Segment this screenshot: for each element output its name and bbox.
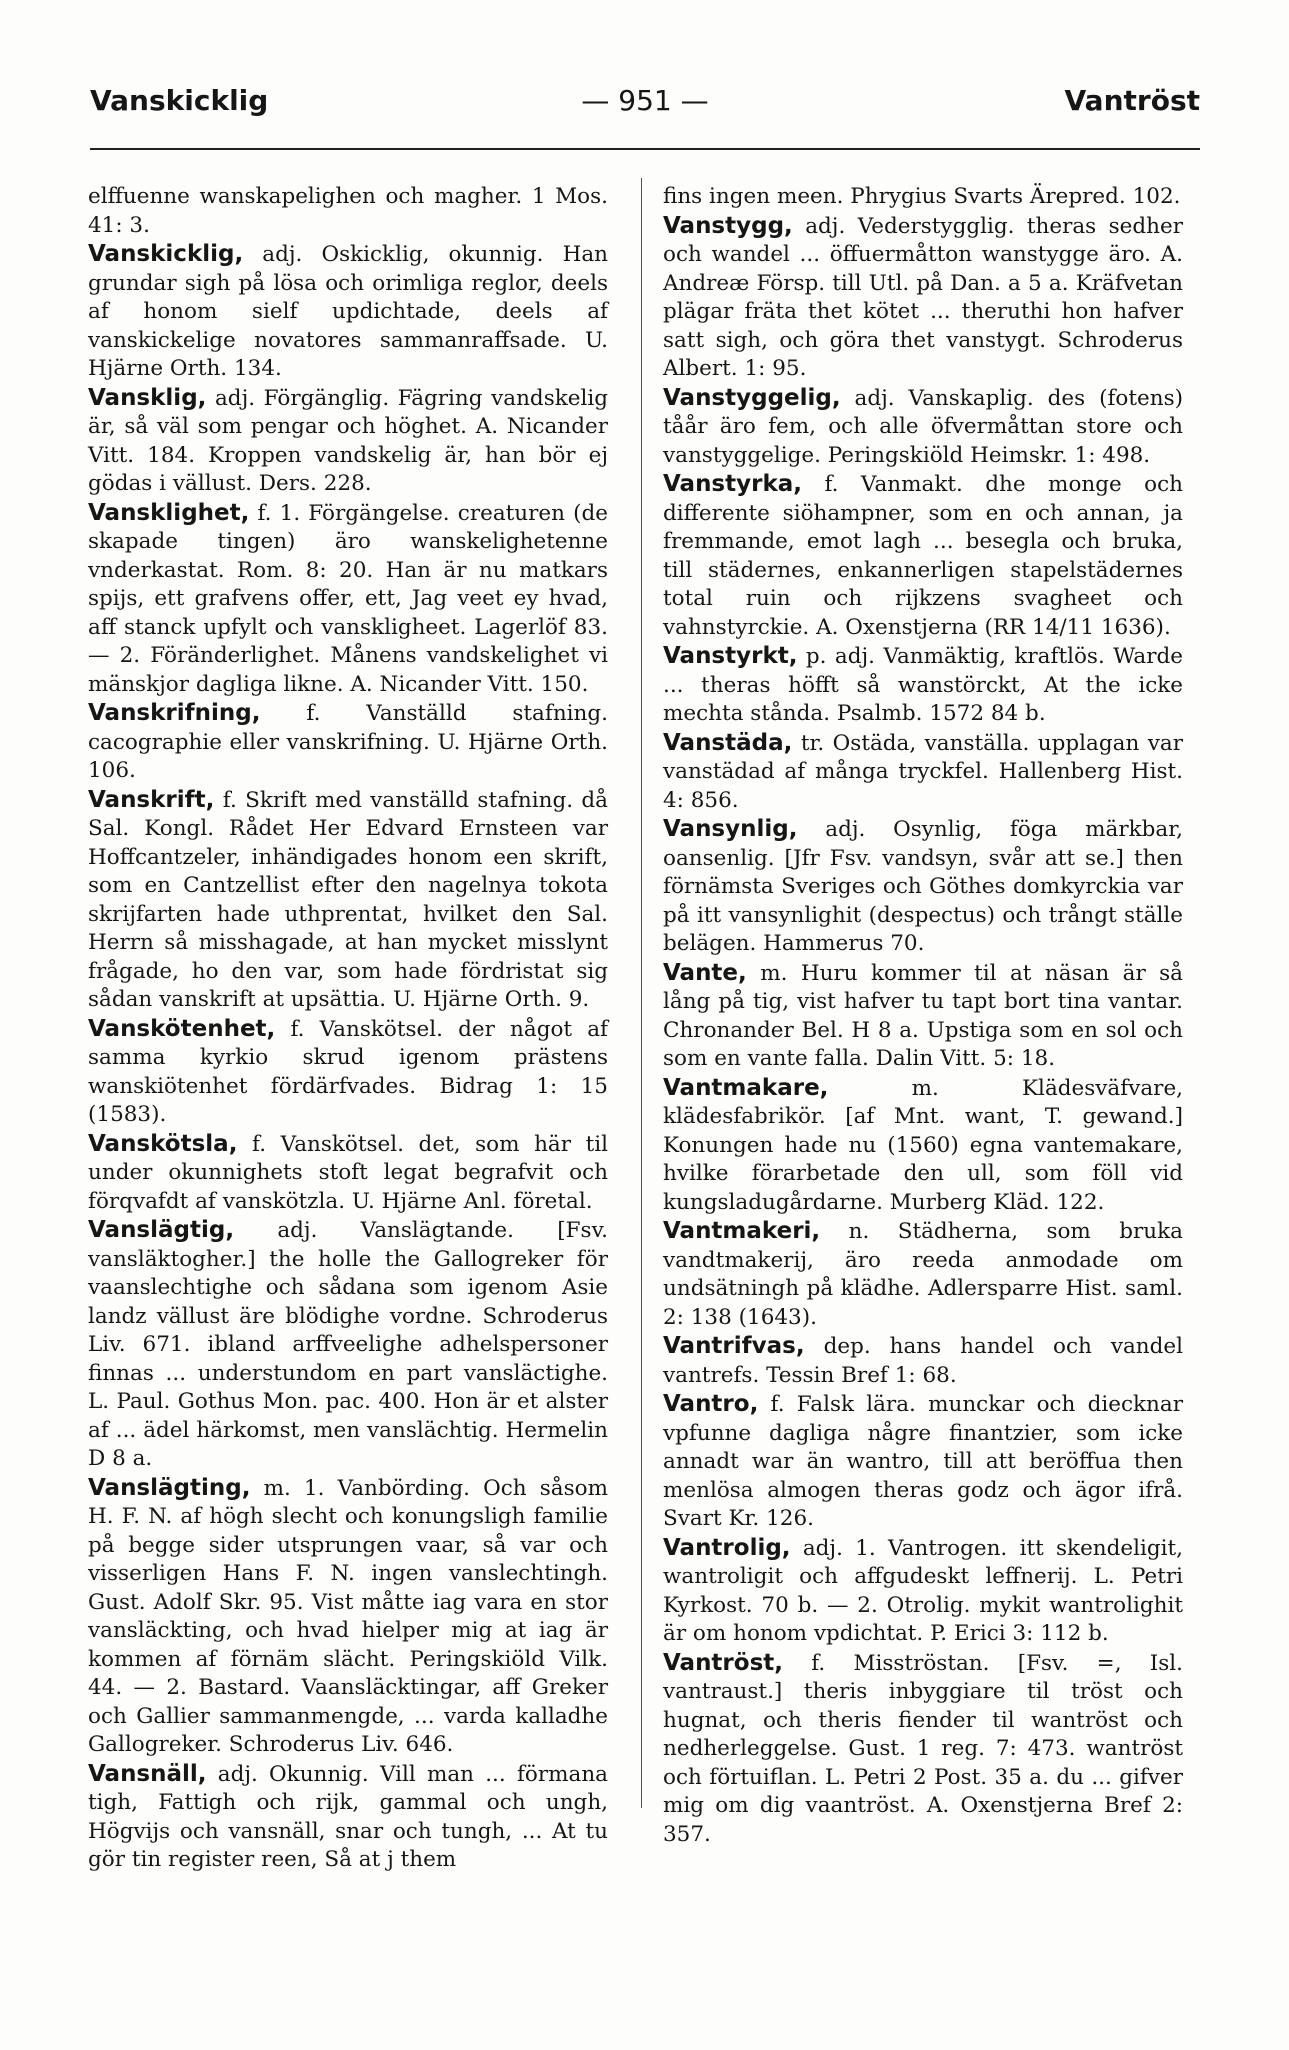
entry-text: adj. Förgänglig. Fägring vandskelig är, så väl som pengar och höghet. A. Nicander Vitt. 184. Kroppen vandskelig är, han bör ej gödas i vällust. Ders. 228.	[88, 385, 608, 496]
entry	[88, 1216, 608, 1474]
page-header	[90, 80, 1200, 120]
entry	[663, 384, 1183, 471]
entry	[88, 786, 608, 1015]
entry	[663, 642, 1183, 729]
entry	[663, 182, 1183, 212]
headword: Vantmakeri,	[663, 1218, 821, 1244]
entry	[88, 499, 608, 700]
headword: Vanstyrka,	[663, 471, 803, 497]
headword: Vanstyggelig,	[663, 384, 841, 411]
headword: Vanslägtig,	[88, 1217, 235, 1243]
header-left-word: Vanskicklig	[90, 84, 269, 117]
headword: Vanslägting,	[88, 1474, 251, 1501]
entry-text: adj. 1. Vantrogen. itt skendeligit, wantroligit och affgudeskt leffnerij. L. Petri Kyrkost. 70 b. — 2. Otrolig. mykit wantrolighit är om honom vpdichtat. P. Erici 3: 112 b.	[663, 1535, 1183, 1646]
entry-text: f. Vanställd stafning. cacographie eller vanskrifning. U. Hjärne Orth. 106.	[88, 701, 608, 783]
entry	[88, 240, 608, 384]
entry	[88, 699, 608, 786]
headword: Vanskicklig,	[88, 241, 244, 267]
headword: Vanskrifning,	[88, 700, 261, 726]
entry	[663, 1217, 1183, 1332]
headword: Vansynlig,	[663, 816, 798, 842]
entry	[663, 729, 1183, 816]
entry-text: dep. hans handel och vandel vantrefs. Tessin Bref 1: 68.	[663, 1334, 1183, 1388]
headword: Vantrolig,	[663, 1534, 791, 1561]
headword: Vante,	[663, 959, 747, 986]
entry	[663, 1332, 1183, 1390]
headword: Vantrifvas,	[663, 1333, 805, 1359]
entry-text: fins ingen meen. Phrygius Svarts Ärepred. 102.	[663, 184, 1181, 209]
headword: Vansklig,	[88, 384, 207, 411]
entry-text: m. Huru kommer til at näsan är så lång på tig, vist hafver tu tapt bort tina vantar. Chronander Bel. H 8 a. Upstiga som en sol och som en vante falla. Dalin Vitt. 5: 18.	[663, 960, 1183, 1071]
entry	[88, 1015, 608, 1130]
headword: Vanstäda,	[663, 729, 793, 756]
entry	[663, 1074, 1183, 1218]
entry	[663, 212, 1183, 384]
entry-text: tr. Ostäda, vanställa. upplagan var vanstädad af många tryckfel. Hallenberg Hist. 4: 856.	[663, 730, 1183, 813]
headword: Vanstygg,	[663, 212, 793, 239]
entry	[88, 1130, 608, 1217]
entry	[663, 1390, 1183, 1534]
right-column	[663, 182, 1183, 1849]
entry	[88, 1474, 608, 1760]
headword: Vanstyrkt,	[663, 643, 798, 669]
left-column	[88, 182, 608, 1875]
entry-text: m. Klädesväfvare, klädesfabrikör. [af Mnt. want, T. gewand.] Konungen hade nu (1560) egna vantemakare, hvilke förarbetade den ull, som föll vid kungsladugårdarne. Murberg Kläd. 122.	[663, 1075, 1183, 1215]
headword: Vantro,	[663, 1391, 759, 1417]
headword: Vantröst,	[663, 1649, 783, 1676]
entry-text: adj. Vanskaplig. des (fotens) tåår äro fem, och alle öfvermåttan store och vanstyggelige. Peringskiöld Heimskr. 1: 498.	[663, 385, 1183, 468]
entry-text: f. Falsk lära. munckar och diecknar vpfunne dagliga någre finantzier, som icke annadt war än wantro, till att beröffua then menlösa almogen theras godz och ägor ifrå. Svart Kr. 126.	[663, 1392, 1183, 1531]
entry-text: adj. Vederstygglig. theras sedher och wandel ... öffuermåtton wanstygge äro. A. Andreæ Försp. till Utl. på Dan. a 5 a. Kräfvetan plägar fräta thet kötet ... theruthi hon hafver satt sigh, och göra thet vanstygt. Schroderus Albert. 1: 95.	[663, 213, 1183, 381]
entry-text: m. 1. Vanbörding. Och såsom H. F. N. af högh slecht och konungsligh familie på begge sider utsprungen vaar, så var och visserligen Hans F. N. ingen vanslechtingh. Gust. Adolf Skr. 95. Vist måtte iag vara en stor vansläckting, och hvad hielper mig at iag är kommen af förnäm slächt. Peringskiöld Vilk. 44. — 2. Bastard. Vaansläcktingar, aff Greker och Gallier sammanmengde, ... varda kalladhe Gallogreker. Schroderus Liv. 646.	[88, 1475, 608, 1757]
entry-text: n. Städherna, som bruka vandtmakerij, äro reeda anmodade om undsätningh på klädhe. Adlersparre Hist. saml. 2: 138 (1643).	[663, 1219, 1183, 1330]
entry-text: f. 1. Förgängelse. creaturen (de skapade tingen) äro wanskelighetenne vnderkastat. Rom. 8: 20. Han är nu matkars spijs, ett grafvens offer, ett, Jag veet ey hvad, aff stanck upfylt och vanskligheet. Lagerlöf 83. — 2. Föränderlighet. Månens vandskelighet vi mänskjor dagliga likne. A. Nicander Vitt. 150.	[88, 500, 608, 697]
column-divider	[641, 178, 642, 1808]
headword: Vantmakare,	[663, 1074, 829, 1101]
header-right-word: Vantröst	[1064, 84, 1200, 117]
headword: Vanskötenhet,	[88, 1015, 276, 1042]
entry-text: elffuenne wanskapelighen och magher. 1 Mos. 41: 3.	[88, 184, 608, 238]
entry-text: f. Vanskötsel. det, som här til under okunnighets stoft legat begrafvit och förqvafdt af vanskötzla. U. Hjärne Anl. företal.	[88, 1131, 608, 1214]
entry-text: f. Misströstan. [Fsv. =, Isl. vantraust.] theris inbyggiare til tröst och hugnat, och theris fiender til wantröst och nedherleggelse. Gust. 1 reg. 7: 473. wantröst och förtuiflan. L. Petri 2 Post. 35 a. du ... gifver mig om dig vaantröst. A. Oxenstjerna Bref 2: 357.	[663, 1650, 1183, 1847]
entry-text: adj. Osynlig, föga märkbar, oansenlig. [Jfr Fsv. vandsyn, svår att se.] then förnämsta Sveriges och Göthes domkyrckia var på itt vansynlighit (despectus) och trångt ställe belägen. Hammerus 70.	[663, 817, 1183, 956]
entry	[663, 959, 1183, 1074]
entry-text: f. Skrift med vanställd stafning. då Sal. Kongl. Rådet Her Edvard Ernsteen var Hoffcantzeler, inhändigades honom een skrift, som en Cantzellist efter den nagelnya tokota skrijfarten hade uthprentat, hvilket den Sal. Herrn så misshagade, at han mycket misslynt frågade, ho den var, som hade fördristat sig sådan vanskrift at upsättia. U. Hjärne Orth. 9.	[88, 787, 608, 1012]
headword: Vanskrift,	[88, 786, 215, 813]
header-rule	[90, 148, 1200, 150]
headword: Vansklighet,	[88, 499, 250, 526]
entry	[663, 815, 1183, 959]
entry-text: f. Vanmakt. dhe monge och differente siöhampner, som en och annan, ja fremmande, emot lagh ... besegla och bruka, till städernes, enkannerligen stapelstädernes total ruin och rijkzens svagheet och vahnstyrckie. A. Oxenstjerna (RR 14/11 1636).	[663, 472, 1183, 640]
entry	[88, 384, 608, 499]
headword: Vanskötsla,	[88, 1130, 238, 1157]
entry-text: adj. Okunnig. Vill man ... förmana tigh, Fattigh och rijk, gammal och ungh, Högvijs och vansnäll, snar och tungh, ... At tu gör tin register reen, Så at j them	[88, 1761, 608, 1872]
page-number: — 951 —	[581, 84, 709, 117]
entry	[88, 182, 608, 240]
entry-text: p. adj. Vanmäktig, kraftlös. Warde ... theras höfft så wanstörckt, At the icke mechta stånda. Psalmb. 1572 84 b.	[663, 644, 1183, 726]
entry	[663, 1534, 1183, 1649]
entry	[663, 1649, 1183, 1850]
headword: Vansnäll,	[88, 1760, 207, 1787]
entry-text: f. Vanskötsel. der något af samma kyrkio skrud igenom prästens wanskiötenhet fördärfvades. Bidrag 1: 15 (1583).	[88, 1016, 608, 1127]
entry-text: adj. Oskicklig, okunnig. Han grundar sigh på lösa och orimliga reglor, deels af honom sielf updichtade, deels af vanskickelige novatores sammanraffsade. U. Hjärne Orth. 134.	[88, 242, 608, 381]
entry-text: adj. Vanslägtande. [Fsv. vansläktogher.] the holle the Gallogreker för vaanslechtighe och sådana som igenom Asie landz vällust äre blödighe vordne. Schroderus Liv. 671. ibland arffveelighe adhelspersoner finnas ... understundom en part vansläctighe. L. Paul. Gothus Mon. pac. 400. Hon är et alster af ... ädel härkomst, men vanslächtig. Hermelin D 8 a.	[88, 1218, 608, 1471]
entry	[88, 1760, 608, 1875]
entry	[663, 470, 1183, 642]
